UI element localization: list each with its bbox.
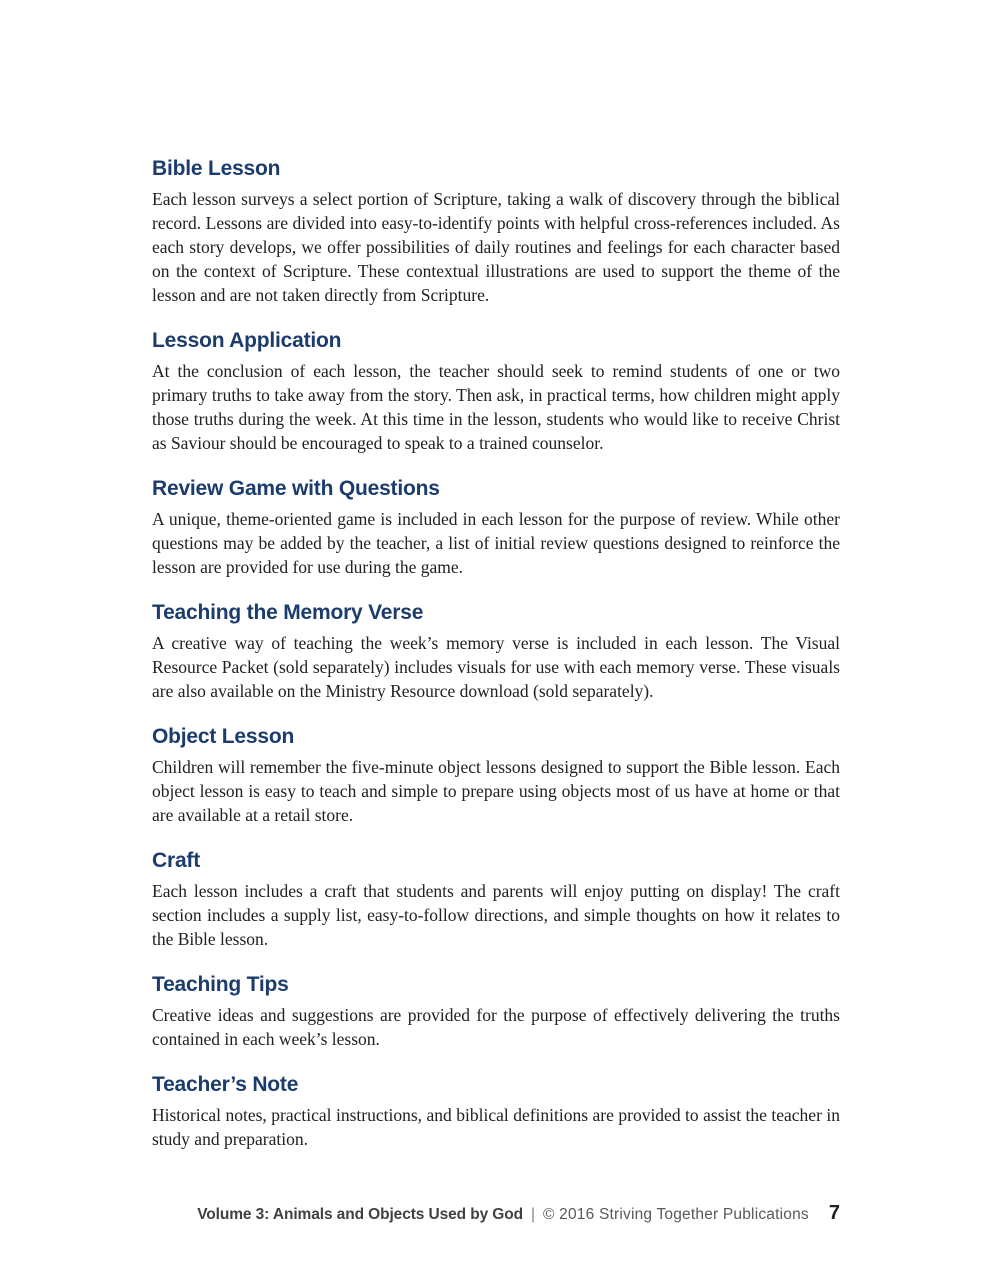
section-heading: Teaching Tips	[152, 973, 289, 996]
section-heading: Object Lesson	[152, 725, 295, 748]
section-heading: Lesson Application	[152, 329, 342, 352]
section-body: Each lesson includes a craft that students and parents will enjoy putting on display! The craft section includes a supply list, easy-to-follow directions, and simple thoughts on how it relates to the Bible lesson.	[152, 881, 840, 949]
section-body: At the conclusion of each lesson, the teacher should seek to remind students of one or two primary truths to take away from the story. Then ask, in practical terms, how children might apply those truths during the week. At this time in the lesson, students who would like to receive Christ as Saviour should be encouraged to speak to a trained counselor.	[152, 361, 840, 453]
section-bible-lesson	[152, 157, 840, 307]
section-body: Historical notes, practical instructions, and biblical definitions are provided to assist the teacher in study and preparation.	[152, 1105, 840, 1149]
page-footer	[197, 1202, 840, 1225]
footer-separator: |	[531, 1206, 536, 1223]
section-lesson-application	[152, 329, 840, 455]
section-body: A unique, theme-oriented game is included in each lesson for the purpose of review. While other questions may be added by the teacher, a list of initial review questions designed to reinforce the lesson are provided for use during the game.	[152, 509, 840, 577]
page-content	[152, 157, 840, 1151]
footer-copyright: © 2016 Striving Together Publications	[543, 1206, 809, 1223]
footer-volume-title: Volume 3: Animals and Objects Used by God	[197, 1206, 523, 1223]
section-teachers-note	[152, 1073, 840, 1151]
section-heading: Teacher’s Note	[152, 1073, 299, 1096]
section-object-lesson	[152, 725, 840, 827]
section-teaching-the-memory-verse	[152, 601, 840, 703]
section-teaching-tips	[152, 973, 840, 1051]
section-craft	[152, 849, 840, 951]
section-heading: Teaching the Memory Verse	[152, 601, 424, 624]
footer-page-number: 7	[828, 1202, 840, 1224]
section-heading: Bible Lesson	[152, 157, 281, 180]
section-body: A creative way of teaching the week’s memory verse is included in each lesson. The Visual Resource Packet (sold separately) includes visuals for use with each memory verse. These visuals are also available on the Ministry Resource download (sold separately).	[152, 633, 840, 701]
section-body: Each lesson surveys a select portion of Scripture, taking a walk of discovery through the biblical record. Lessons are divided into easy-to-identify points with helpful cross-references included. As each story develops, we offer possibilities of daily routines and feelings for each character based on the context of Scripture. These contextual illustrations are used to support the theme of the lesson and are not taken directly from Scripture.	[152, 189, 840, 305]
section-review-game-with-questions	[152, 477, 840, 579]
section-heading: Review Game with Questions	[152, 477, 440, 500]
section-body: Children will remember the five-minute object lessons designed to support the Bible lesson. Each object lesson is easy to teach and simple to prepare using objects most of us have at home or that are available at a retail store.	[152, 757, 840, 825]
section-heading: Craft	[152, 849, 201, 872]
section-body: Creative ideas and suggestions are provided for the purpose of effectively delivering the truths contained in each week’s lesson.	[152, 1005, 840, 1049]
